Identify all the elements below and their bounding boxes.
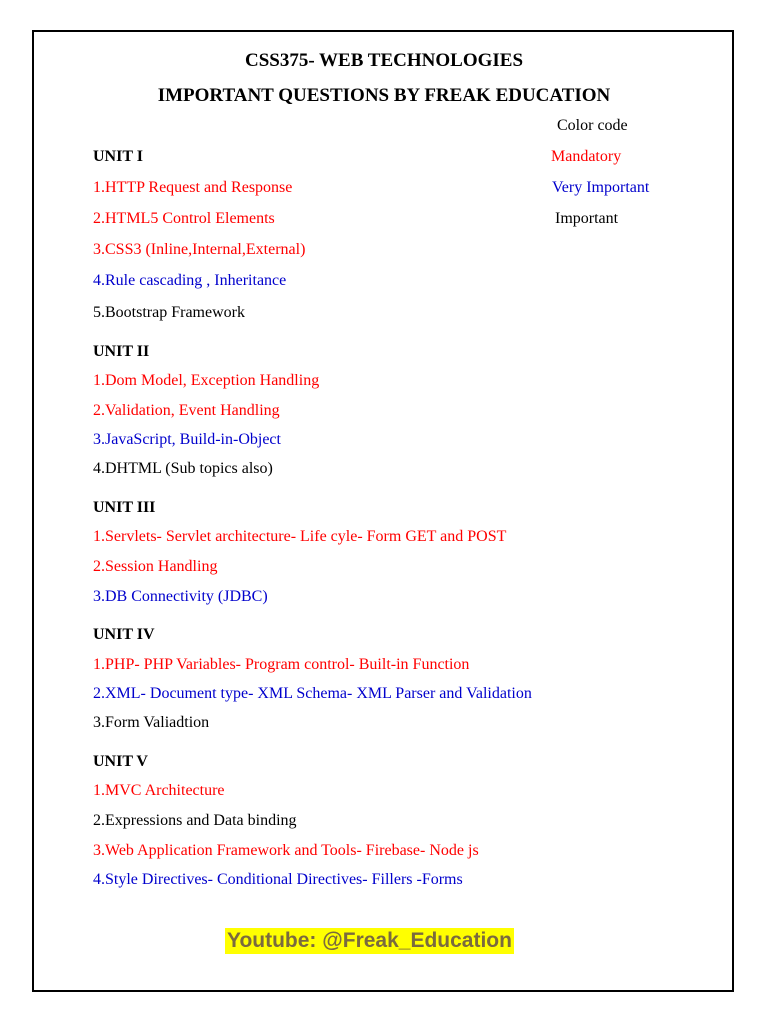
- unit-heading: UNIT I: [93, 148, 143, 165]
- legend-very-important: Very Important: [552, 179, 650, 196]
- question-item: 1.HTTP Request and Response: [93, 179, 293, 196]
- question-item: 2.Validation, Event Handling: [93, 402, 280, 419]
- question-item: 1.PHP- PHP Variables- Program control- Built-in Function: [93, 656, 470, 673]
- legend-title: Color code: [557, 117, 628, 134]
- question-item: 2.XML- Document type- XML Schema- XML Parser and Validation: [93, 685, 532, 702]
- unit-heading: UNIT II: [93, 343, 150, 360]
- question-item: 5.Bootstrap Framework: [93, 304, 245, 321]
- unit-heading: UNIT V: [93, 753, 148, 770]
- question-item: 3.CSS3 (Inline,Internal,External): [93, 241, 306, 258]
- question-item: 3.Form Valiadtion: [93, 714, 210, 731]
- document-subtitle: IMPORTANT QUESTIONS BY FREAK EDUCATION: [157, 85, 611, 106]
- question-item: 2.HTML5 Control Elements: [93, 210, 275, 227]
- unit-heading: UNIT III: [93, 499, 156, 516]
- question-item: 4.Style Directives- Conditional Directives- Fillers -Forms: [93, 871, 463, 888]
- question-item: 4.Rule cascading , Inheritance: [93, 272, 287, 289]
- legend-important: Important: [555, 210, 619, 227]
- unit-heading: UNIT IV: [93, 626, 155, 643]
- question-item: 3.Web Application Framework and Tools- Firebase- Node js: [93, 842, 479, 859]
- question-item: 1.Dom Model, Exception Handling: [93, 372, 320, 389]
- question-item: 3.DB Connectivity (JDBC): [93, 588, 268, 605]
- question-item: 2.Session Handling: [93, 558, 218, 575]
- legend-mandatory: Mandatory: [551, 148, 622, 165]
- document-title: CSS375- WEB TECHNOLOGIES: [244, 50, 524, 71]
- question-item: 1.MVC Architecture: [93, 782, 225, 799]
- question-item: 1.Servlets- Servlet architecture- Life cyle- Form GET and POST: [93, 528, 507, 545]
- question-item: 4.DHTML (Sub topics also): [93, 460, 273, 477]
- question-item: 3.JavaScript, Build-in-Object: [93, 431, 281, 448]
- youtube-handle: Youtube: @Freak_Education: [227, 929, 512, 952]
- question-item: 2.Expressions and Data binding: [93, 812, 297, 829]
